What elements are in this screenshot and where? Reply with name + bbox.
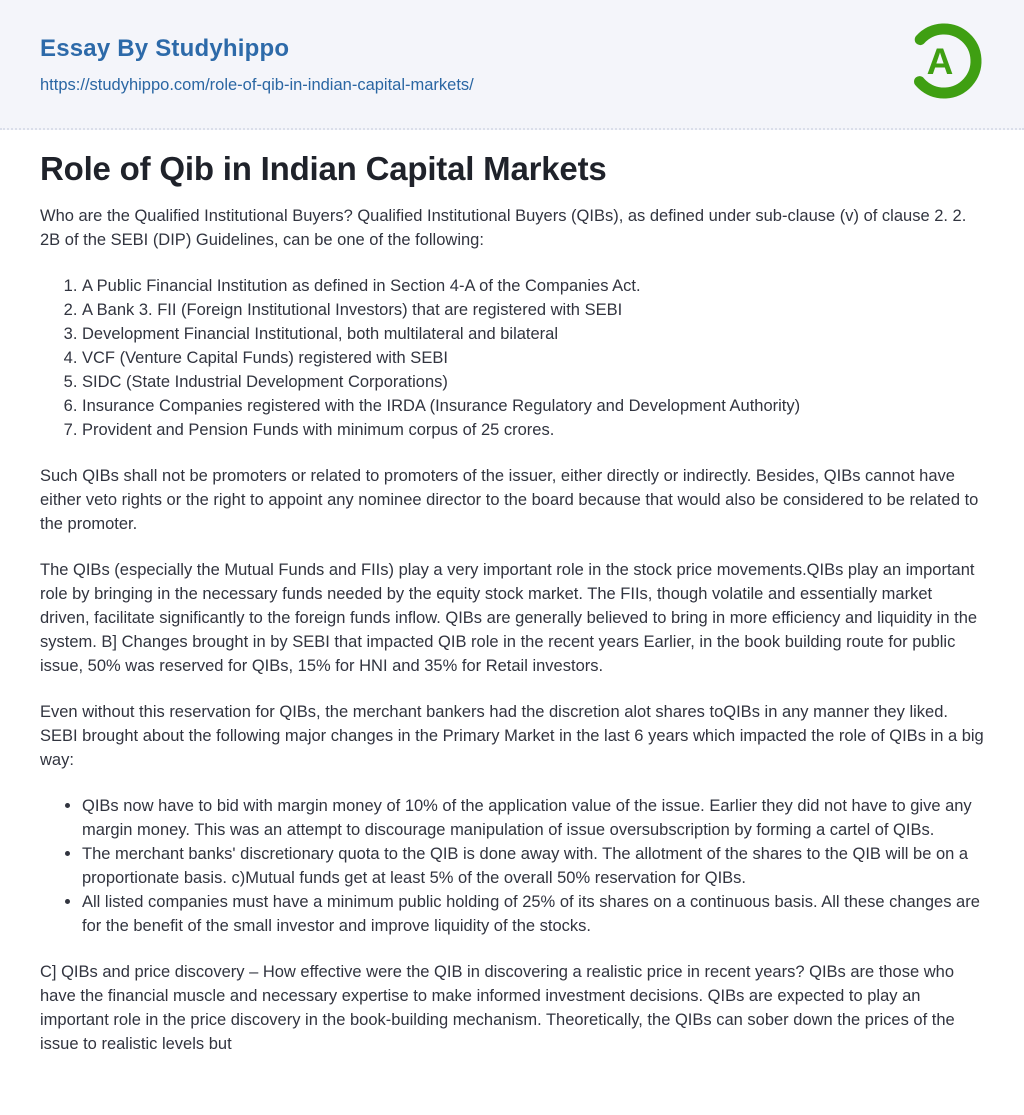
- list-item: 5. SIDC (State Industrial Development Corporations): [82, 370, 984, 394]
- site-url-link[interactable]: https://studyhippo.com/role-of-qib-in-indian-capital-markets/: [40, 76, 474, 95]
- list-item: QIBs now have to bid with margin money of 10% of the application value of the issue. Earlier they did not have to give any margin money. This was an attempt to discourage manipulation of issue oversubscription by forming a cartel of QIBs.: [82, 794, 984, 842]
- studyhippo-a-logo-icon: [904, 21, 984, 101]
- page-header: [0, 0, 1024, 130]
- list-item: 7. Provident and Pension Funds with minimum corpus of 25 crores.: [82, 418, 984, 442]
- list-item: 2. A Bank 3. FII (Foreign Institutional Investors) that are registered with SEBI: [82, 298, 984, 322]
- essay-article: [0, 149, 1024, 1056]
- list-item: 1. A Public Financial Institution as defined in Section 4-A of the Companies Act.: [82, 274, 984, 298]
- closing-paragraph: C] QIBs and price discovery – How effective were the QIB in discovering a realistic price in recent years? QIBs are those who have the financial muscle and necessary expertise to make informed investment decisions. QIBs are expected to play an important role in the price discovery in the book-building mechanism. Theoretically, the QIBs can sober down the prices of the issue to realistic levels but: [40, 962, 955, 1053]
- qib-numbered-list: [40, 274, 984, 442]
- paragraph-reservation: Even without this reservation for QIBs, the merchant bankers had the discretion alot shares toQIBs in any manner they liked. SEBI brought about the following major changes in the Primary Market in the last 6 years which impacted the role of QIBs in a big way:: [40, 702, 984, 769]
- intro-paragraph: Who are the Qualified Institutional Buyers? Qualified Institutional Buyers (QIBs), as defined under sub-clause (v) of clause 2. 2. 2B of the SEBI (DIP) Guidelines, can be one of the following:: [40, 206, 967, 249]
- list-item: 4. VCF (Venture Capital Funds) registered with SEBI: [82, 346, 984, 370]
- paragraph-promoters: Such QIBs shall not be promoters or related to promoters of the issuer, either directly or indirectly. Besides, QIBs cannot have either veto rights or the right to appoint any nominee director to the board because that would also be considered to be related to the promoter.: [40, 466, 979, 533]
- article-title: Role of Qib in Indian Capital Markets: [40, 150, 607, 187]
- list-item: 6. Insurance Companies registered with the IRDA (Insurance Regulatory and Development Authority): [82, 394, 984, 418]
- list-item: The merchant banks' discretionary quota to the QIB is done away with. The allotment of the shares to the QIB will be on a proportionate basis. c)Mutual funds get at least 5% of the overall 50% reservation for QIBs.: [82, 842, 984, 890]
- list-item: 3. Development Financial Institutional, both multilateral and bilateral: [82, 322, 984, 346]
- sebi-changes-bullet-list: [40, 794, 984, 938]
- list-item: All listed companies must have a minimum public holding of 25% of its shares on a continuous basis. All these changes are for the benefit of the small investor and improve liquidity of the stocks.: [82, 890, 984, 938]
- paragraph-role: The QIBs (especially the Mutual Funds and FIIs) play a very important role in the stock price movements.QIBs play an important role by bringing in the necessary funds needed by the equity stock market. The FIIs, though volatile and essentially market driven, facilitate significantly to the foreign funds inflow. QIBs are generally believed to bring in more efficiency and liquidity in the system. B] Changes brought in by SEBI that impacted QIB role in the recent years Earlier, in the book building route for public issue, 50% was reserved for QIBs, 15% for HNI and 35% for Retail investors.: [40, 560, 978, 675]
- logo-letter: A: [926, 41, 954, 82]
- site-title: Essay By Studyhippo: [40, 35, 290, 62]
